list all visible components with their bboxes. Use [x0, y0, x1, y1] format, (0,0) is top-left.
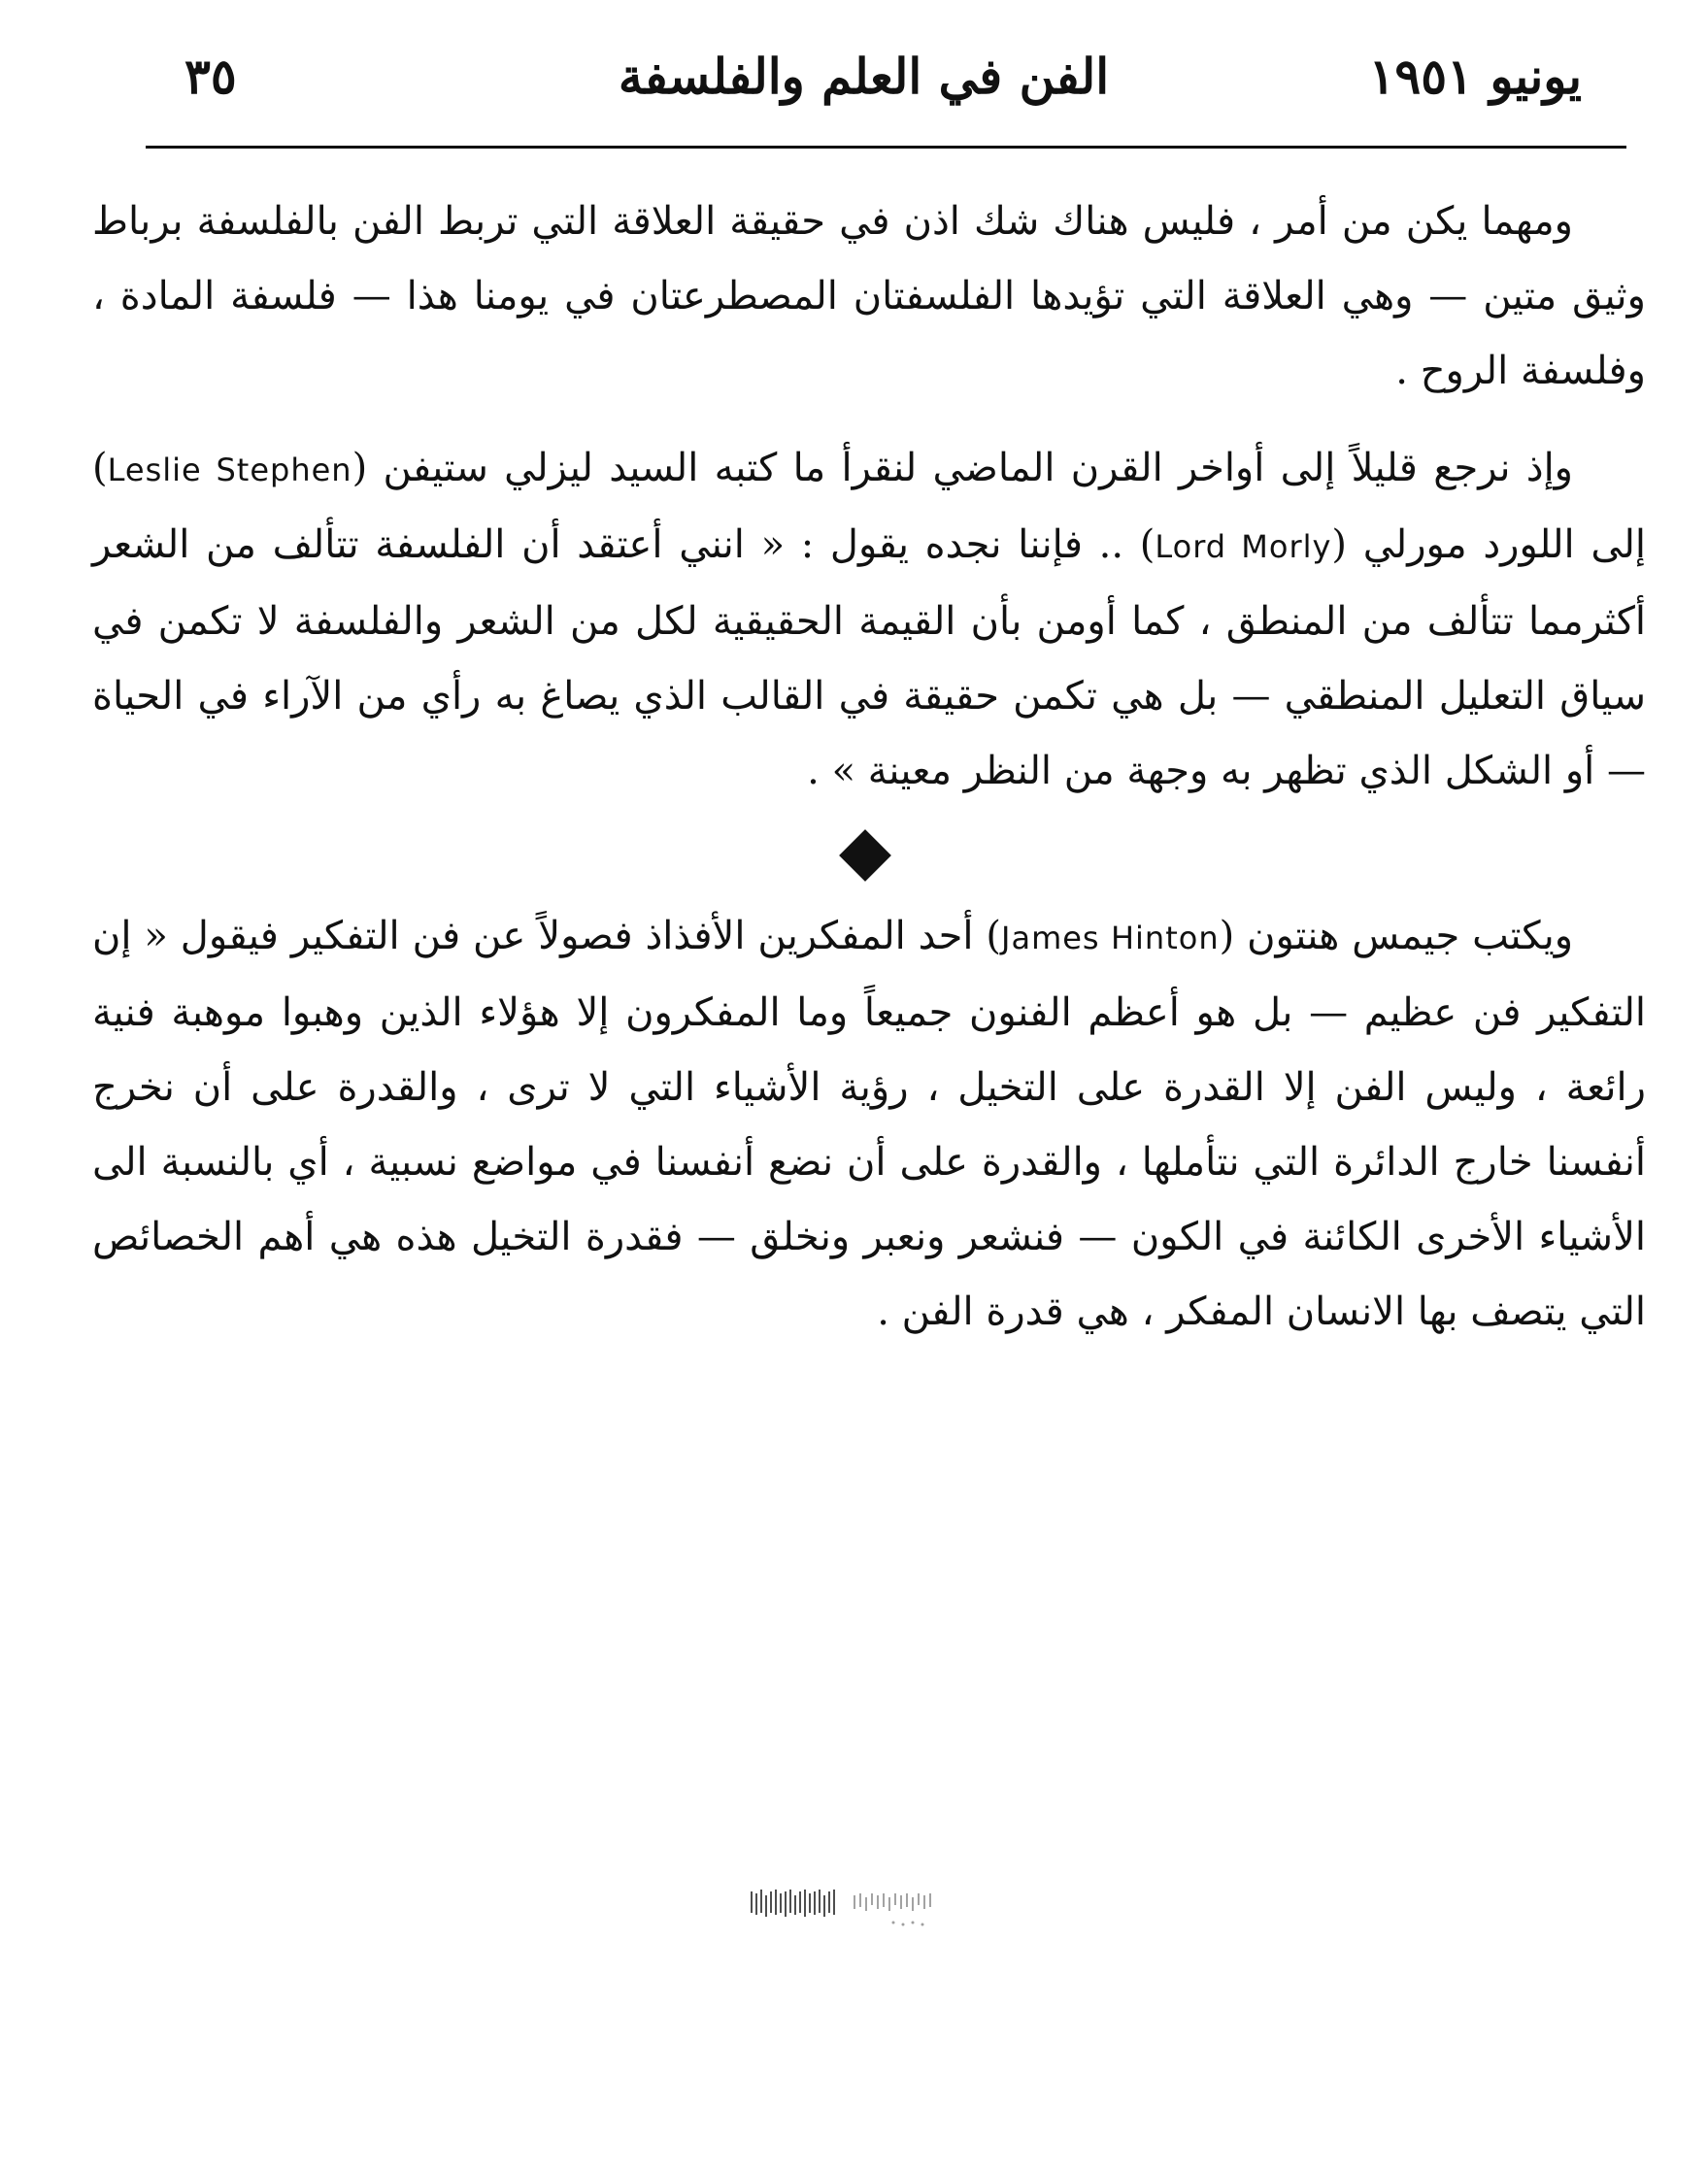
diamond-separator-icon: [839, 829, 891, 882]
paragraph-2-part-c: ) .. فإننا نجده يقول : « انني أعتقد أن الفلسفة تتألف من الشعر أكثرمما تتألف من المنطق ، كما أومن بأن القيمة الحقيقية لكل من الشعر والفلسفة لا تكمن في سياق التعليل المنطقي — بل هي تكمن حقيقة في القالب الذي يصاغ به رأي من الآراء في الحياة — أو الشكل الذي تظهر به وجهة من النظر معينة » .: [92, 522, 1646, 793]
paragraph-2: [92, 431, 1646, 809]
paragraph-1: [92, 184, 1646, 409]
paragraph-2-text: [92, 431, 1646, 809]
paragraph-1-text: ومهما يكن من أمر ، فليس هناك شك اذن في حقيقة العلاقة التي تربط الفن بالفلسفة برباط وثيق متين — وهي العلاقة التي تؤيدها الفلسفتان المصطرعتان في يومنا هذا — فلسفة المادة ، وفلسفة الروح .: [92, 199, 1646, 393]
paragraph-3-part-b: ) أحد المفكرين الأفذاذ فصولاً عن فن التفكير فيقول « إن التفكير فن عظيم — بل هو أعظم الفنون جميعاً وما المفكرون إلا هؤلاء الذين وهبوا موهبة فنية رائعة ، وليس الفن إلا القدرة على التخيل ، رؤية الأشياء التي لا ترى ، والقدرة على أن نخرج أنفسنا خارج الدائرة التي نتأملها ، والقدرة على أن نضع أنفسنا في مواضع نسبية ، أي بالنسبة الى الأشياء الأخرى الكائنة في الكون — فنشعر ونعبر ونخلق — فقدرة التخيل هذه هي أهم الخصائص التي يتصف بها الانسان المفكر ، هي قدرة الفن .: [92, 914, 1646, 1334]
page-number: ٣٥: [184, 48, 237, 105]
archive-stamp-icon: [748, 1884, 971, 1932]
paragraph-3-part-a: ويكتب جيمس هنتون (: [1219, 914, 1574, 958]
latin-name-james-hinton: James Hinton: [1001, 920, 1220, 956]
running-header: [146, 43, 1582, 111]
header-title: الفن في العلم والفلسفة: [618, 48, 1110, 105]
header-date: يونيو ١٩٥١: [1368, 48, 1582, 105]
paragraph-2-part-b: ) إلى اللورد مورلي (: [92, 446, 1646, 567]
paragraph-2-part-a: وإذ نرجع قليلاً إلى أواخر القرن الماضي لنقرأ ما كتبه السيد ليزلي ستيفن (: [352, 446, 1573, 490]
paragraph-3-text: [92, 899, 1646, 1350]
latin-name-lord-morly: Lord Morly: [1155, 528, 1332, 565]
paragraph-3: [92, 899, 1646, 1350]
latin-name-leslie-stephen: Leslie Stephen: [107, 452, 352, 488]
header-rule: [146, 146, 1626, 149]
